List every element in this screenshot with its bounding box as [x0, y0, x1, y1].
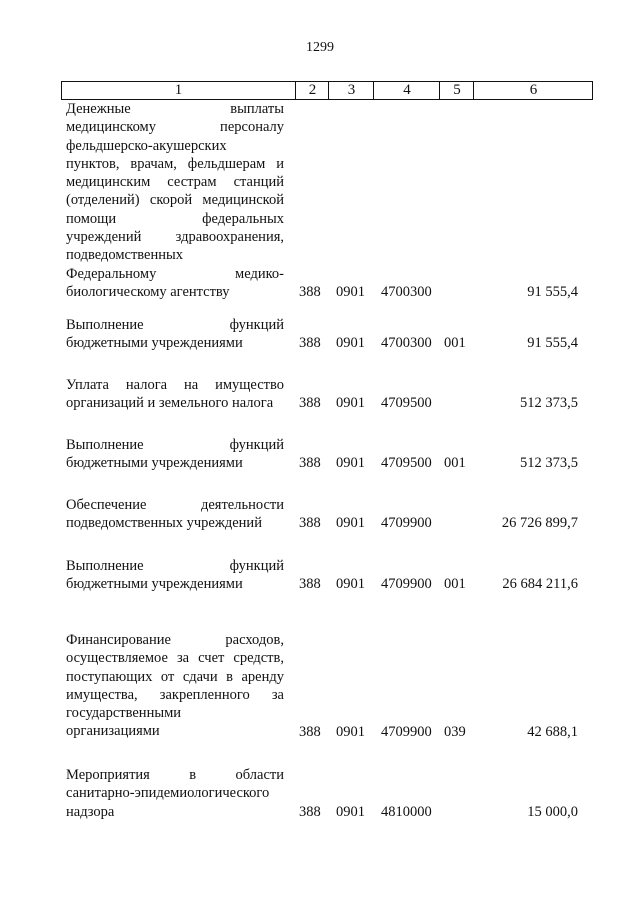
cell-c3: 0901	[336, 723, 365, 740]
row-description	[66, 496, 284, 533]
cell-c3: 0901	[336, 515, 365, 532]
cell-c6: 512 373,5	[520, 395, 578, 412]
description-line: медицинскому персоналу	[66, 119, 284, 136]
description-line: Федеральному медико-	[66, 265, 284, 282]
cell-c4: 4709900	[381, 515, 432, 532]
table-header	[61, 81, 593, 100]
row-description	[66, 436, 284, 473]
cell-c3: 0901	[336, 455, 365, 472]
description-line: Денежные выплаты	[66, 101, 284, 117]
cell-c4: 4810000	[381, 803, 432, 820]
header-col-2: 2	[295, 82, 329, 99]
cell-c4: 4709900	[381, 576, 432, 593]
cell-c6: 512 373,5	[520, 455, 578, 472]
cell-c2: 388	[299, 455, 321, 472]
row-description	[66, 557, 284, 594]
cell-c3: 0901	[336, 803, 365, 820]
row-description	[66, 316, 284, 353]
description-line: помощи федеральных	[66, 210, 284, 227]
cell-c6: 26 684 211,6	[502, 576, 578, 593]
description-line: Уплата налога на имущество	[66, 377, 284, 393]
row-description	[66, 766, 284, 821]
header-col-5: 5	[439, 82, 474, 99]
description-line: (отделений) скорой медицинской	[66, 192, 284, 209]
cell-c2: 388	[299, 576, 321, 593]
description-line: подведомственных	[66, 247, 183, 264]
cell-c2: 388	[299, 395, 321, 412]
description-line: подведомственных учреждений	[66, 515, 262, 532]
header-col-1: 1	[174, 82, 183, 98]
description-line: санитарно-эпидемиологического	[66, 785, 270, 802]
description-line: организаций и земельного налога	[66, 395, 274, 412]
cell-c2: 388	[299, 515, 321, 532]
description-line: Финансирование расходов,	[66, 632, 284, 648]
description-line: бюджетными учреждениями	[66, 335, 243, 352]
description-line: бюджетными учреждениями	[66, 455, 243, 472]
cell-c3: 0901	[336, 284, 365, 300]
cell-c3: 0901	[336, 395, 365, 412]
cell-c2: 388	[299, 284, 321, 300]
cell-c5: 039	[444, 723, 466, 740]
description-line: надзора	[66, 803, 115, 820]
description-line: организациями	[66, 723, 160, 740]
description-line: бюджетными учреждениями	[66, 576, 243, 593]
cell-c4: 4700300	[381, 335, 432, 352]
description-line: осуществляемое за счет средств,	[66, 650, 284, 667]
cell-c6: 91 555,4	[527, 284, 578, 300]
cell-c6: 91 555,4	[527, 335, 578, 352]
row-description	[66, 376, 284, 413]
description-line: Выполнение функций	[66, 558, 284, 574]
row-description	[66, 100, 284, 301]
row-description	[66, 631, 284, 741]
cell-c5: 001	[444, 335, 466, 352]
cell-c6: 26 726 899,7	[501, 515, 578, 532]
description-line: учреждений здравоохранения,	[66, 229, 284, 246]
header-col-6: 6	[473, 82, 593, 99]
description-line: Обеспечение деятельности	[66, 497, 284, 513]
description-line: Выполнение функций	[66, 437, 284, 453]
cell-c3: 0901	[336, 576, 365, 593]
description-line: пунктов, врачам, фельдшерам и	[66, 155, 284, 172]
description-line: медицинским сестрам станций	[66, 174, 284, 191]
cell-c3: 0901	[336, 335, 365, 352]
cell-c6: 42 688,1	[527, 723, 578, 740]
description-line: Мероприятия в области	[66, 767, 284, 783]
cell-c2: 388	[299, 335, 321, 352]
cell-c5: 001	[444, 455, 466, 472]
cell-c4: 4709900	[381, 723, 432, 740]
cell-c6: 15 000,0	[527, 803, 578, 820]
description-line: имущества, закрепленного за	[66, 686, 284, 703]
description-line: государственными	[66, 705, 182, 722]
description-line: поступающих от сдачи в аренду	[66, 668, 284, 685]
cell-c2: 388	[299, 803, 321, 820]
cell-c2: 388	[299, 723, 321, 740]
header-col-4: 4	[373, 82, 440, 99]
cell-c4: 4709500	[381, 395, 432, 412]
cell-c5: 001	[444, 576, 466, 593]
description-line: фельдшерско-акушерских	[66, 137, 227, 154]
header-col-3: 3	[328, 82, 374, 99]
description-line: Выполнение функций	[66, 317, 284, 333]
cell-c4: 4700300	[381, 284, 432, 300]
description-line: биологическому агентству	[66, 283, 230, 300]
cell-c4: 4709500	[381, 455, 432, 472]
page-number: 1299	[306, 40, 334, 55]
